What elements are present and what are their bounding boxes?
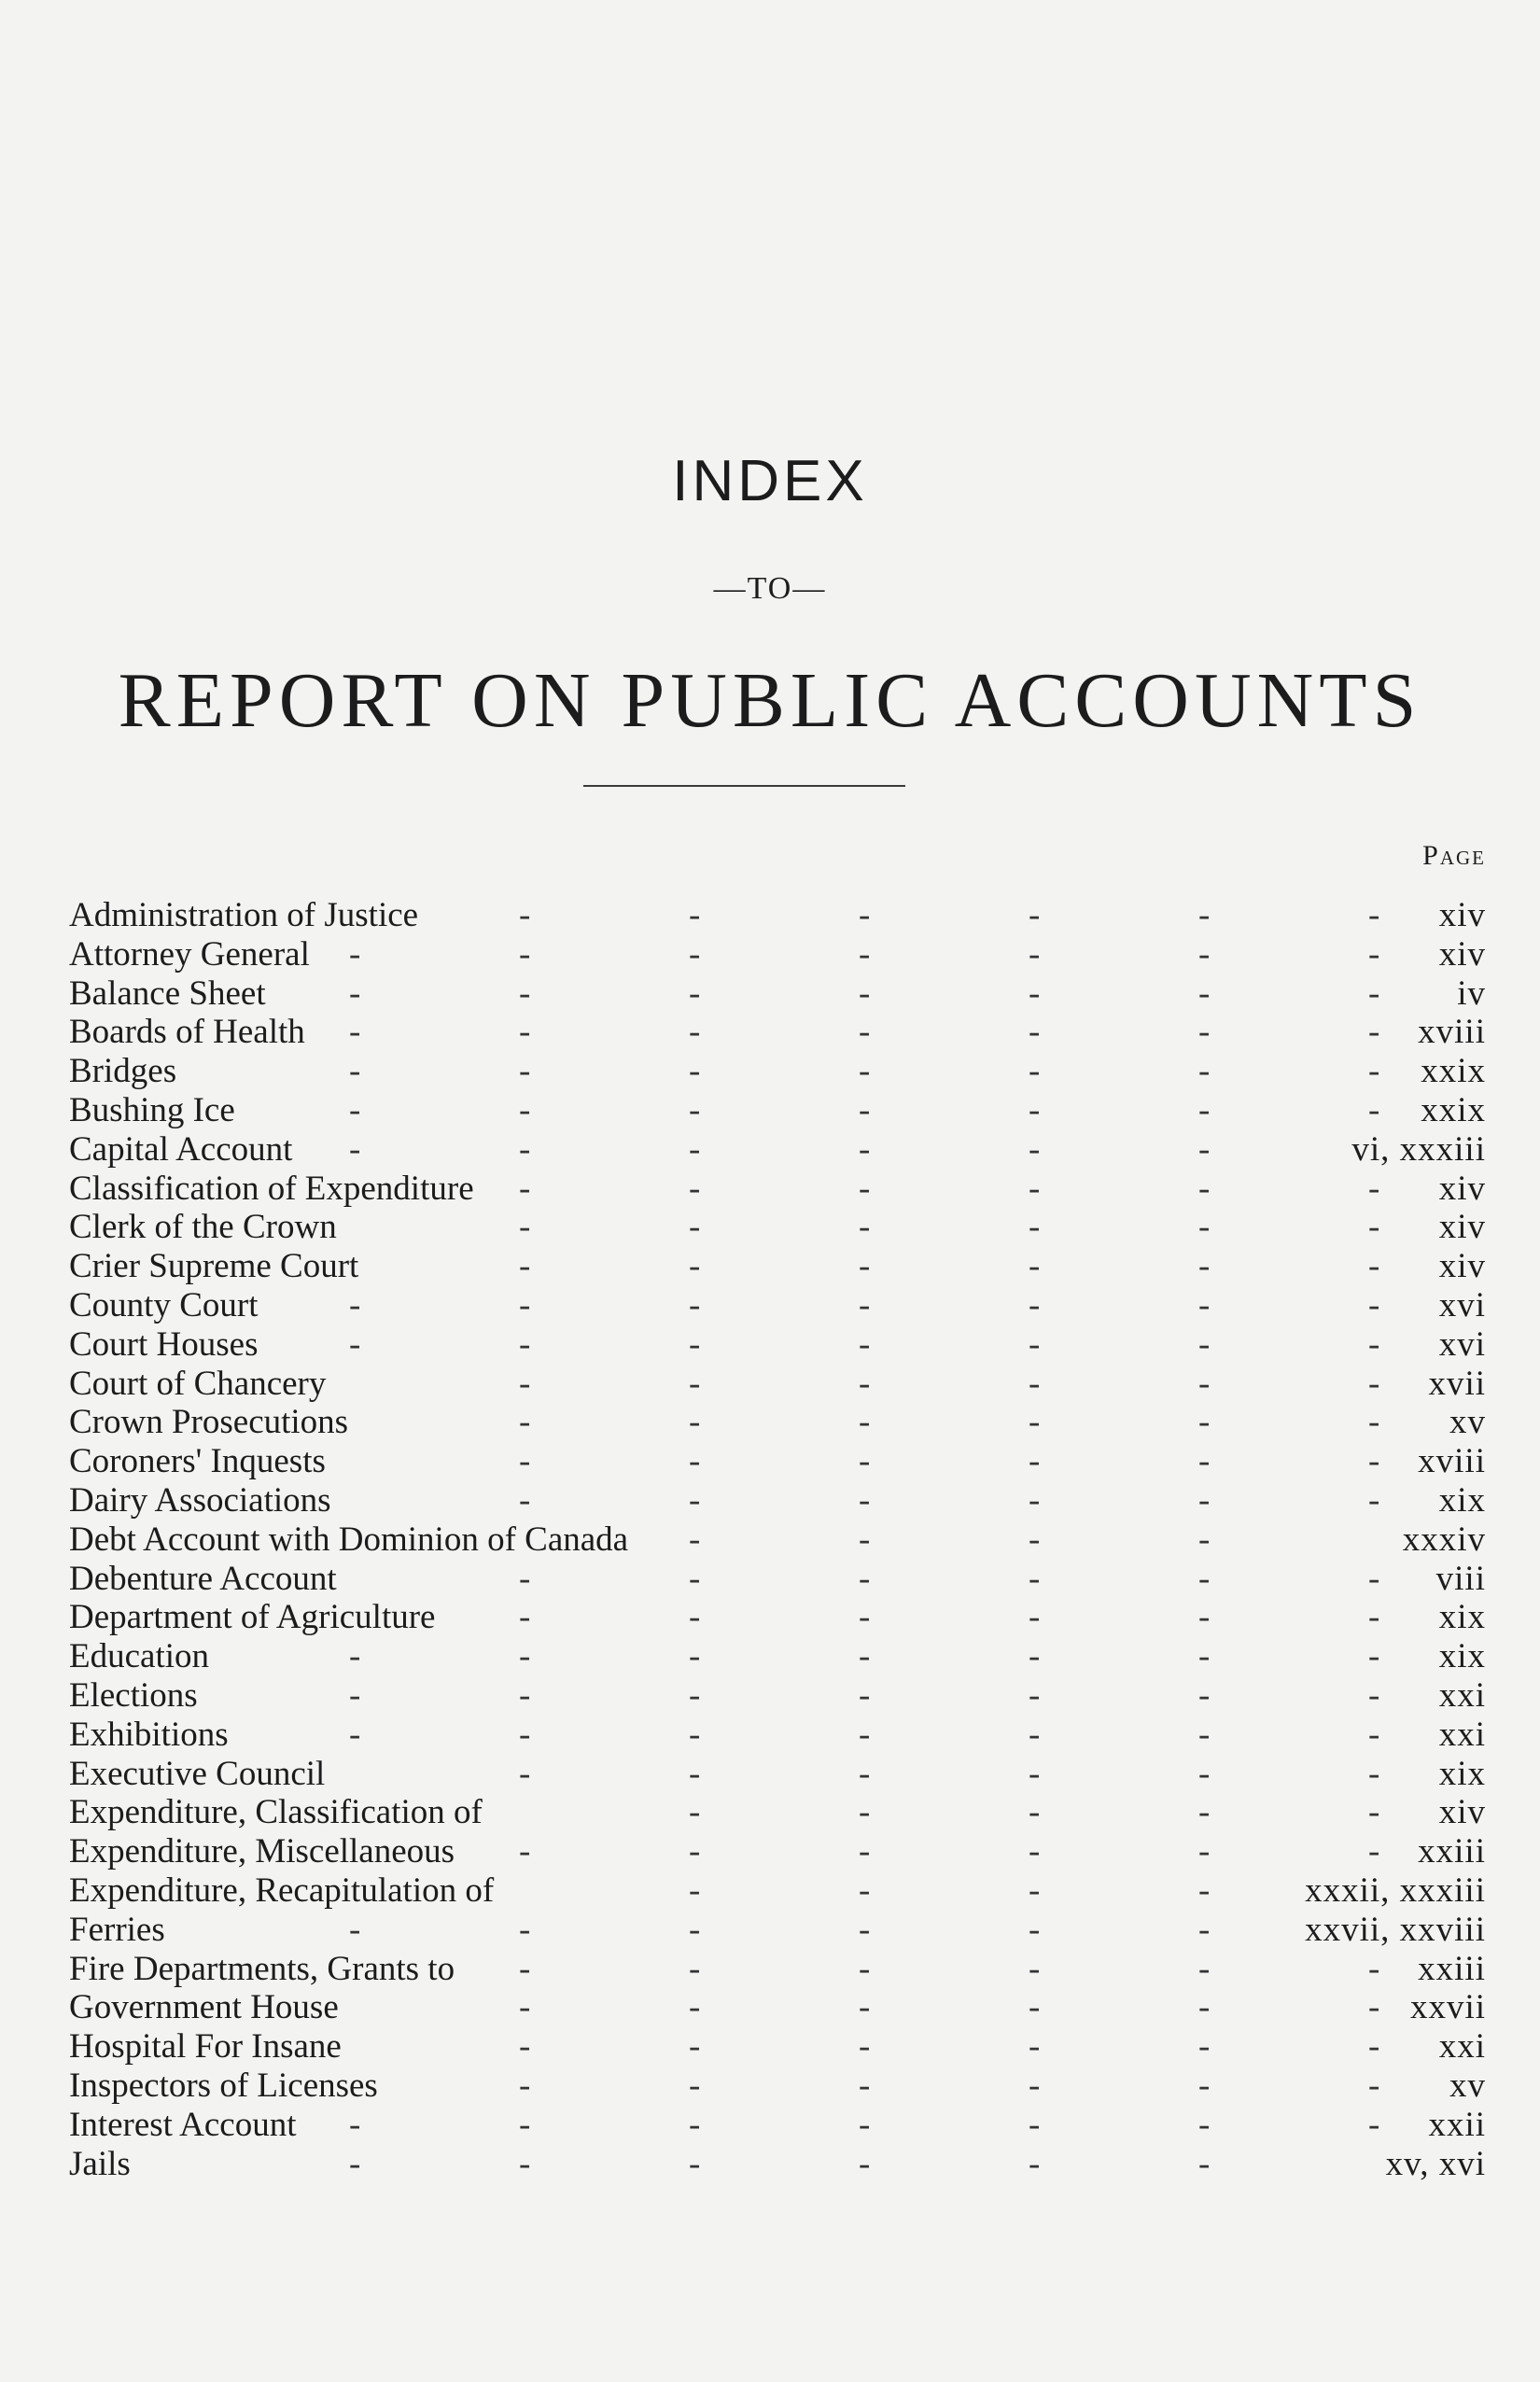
- index-entry: Attorney General - - - - - - - xiv: [69, 934, 1486, 974]
- entry-page: xviii: [1418, 1442, 1486, 1481]
- entry-label: Administration of Justice: [69, 896, 419, 934]
- entry-label: Boards of Health: [69, 1013, 305, 1052]
- entry-page: xvii: [1428, 1364, 1486, 1403]
- entry-page: iv: [1457, 974, 1486, 1013]
- index-entry: Executive Council - - - - - - xix: [69, 1754, 1486, 1793]
- entry-page: xxix: [1421, 1090, 1486, 1129]
- entry-label: Expenditure, Miscellaneous: [69, 1832, 455, 1871]
- index-entry: Clerk of the Crown - - - - - - xiv: [69, 1208, 1486, 1247]
- entry-label: Fire Departments, Grants to: [69, 1949, 455, 1988]
- index-entry: Court of Chancery - - - - - - xvii: [69, 1364, 1486, 1403]
- index-entry: Debt Account with Dominion of Canada - - - - xxxiv: [69, 1520, 1486, 1559]
- title-divider: [583, 785, 905, 787]
- entry-label: Attorney General: [69, 934, 310, 974]
- entry-label: Court Houses: [69, 1324, 259, 1364]
- index-entry: Bridges - - - - - - - xxix: [69, 1052, 1486, 1091]
- entry-label: Dairy Associations: [69, 1480, 331, 1520]
- index-entry: Government House - - - - - - xxvii: [69, 1988, 1486, 2027]
- entry-page: xxiii: [1418, 1832, 1486, 1871]
- entry-label: Jails: [69, 2144, 131, 2183]
- index-entry: Interest Account - - - - - - - xxii: [69, 2105, 1486, 2144]
- to-connector: —TO—: [713, 571, 827, 606]
- entry-label: Crier Supreme Court: [69, 1247, 359, 1286]
- entry-label: Debenture Account: [69, 1559, 337, 1598]
- entry-page: xix: [1438, 1598, 1486, 1637]
- entry-page: xv: [1449, 2066, 1486, 2105]
- entry-page: xix: [1438, 1754, 1486, 1793]
- entry-page: xxxii, xxxiii: [1305, 1871, 1486, 1910]
- index-entry: County Court - - - - - - - xvi: [69, 1285, 1486, 1324]
- index-entry: Capital Account - - - - - - vi, xxxiii: [69, 1129, 1486, 1169]
- entry-page: xxvii, xxviii: [1305, 1910, 1486, 1949]
- entry-label: Government House: [69, 1988, 339, 2027]
- entry-page: vi, xxxiii: [1351, 1129, 1486, 1169]
- entry-label: Education: [69, 1637, 210, 1676]
- entry-page: xxi: [1438, 2027, 1486, 2067]
- entry-page: xxvii: [1409, 1988, 1486, 2027]
- entry-page: xxi: [1438, 1675, 1486, 1715]
- index-entry: Debenture Account - - - - - - viii: [69, 1559, 1486, 1598]
- entry-page: xiv: [1438, 1793, 1486, 1832]
- entry-page: viii: [1435, 1559, 1486, 1598]
- entry-label: County Court: [69, 1285, 259, 1324]
- index-entry: Education - - - - - - - xix: [69, 1637, 1486, 1676]
- entry-page: xiv: [1438, 934, 1486, 974]
- entry-page: xxiii: [1418, 1949, 1486, 1988]
- index-entry: Court Houses - - - - - - - xvi: [69, 1324, 1486, 1364]
- index-entry: Jails - - - - - - xv, xvi: [69, 2144, 1486, 2183]
- index-entry: Fire Departments, Grants to - - - - - - xxiii: [69, 1949, 1486, 1988]
- entry-label: Bridges: [69, 1052, 177, 1091]
- index-entries: [69, 896, 1486, 2183]
- entry-page: xix: [1438, 1637, 1486, 1676]
- index-entry: Expenditure, Classification of - - - - - xiv: [69, 1793, 1486, 1832]
- entry-page: xiv: [1438, 1247, 1486, 1286]
- entry-label: Elections: [69, 1675, 198, 1715]
- index-entry: Expenditure, Miscellaneous - - - - - - xxiii: [69, 1832, 1486, 1871]
- entry-label: Clerk of the Crown: [69, 1208, 337, 1247]
- entry-label: Bushing Ice: [69, 1090, 235, 1129]
- index-entry: Elections - - - - - - - xxi: [69, 1675, 1486, 1715]
- index-entry: Balance Sheet - - - - - - - iv: [69, 974, 1486, 1013]
- entry-label: Balance Sheet: [69, 974, 266, 1013]
- index-title: INDEX: [672, 449, 868, 513]
- entry-page: xxxiv: [1402, 1520, 1486, 1559]
- entry-page: xvi: [1438, 1324, 1486, 1364]
- entry-page: xxi: [1438, 1715, 1486, 1754]
- entry-page: xxii: [1428, 2105, 1486, 2144]
- page-column-header: [1422, 840, 1486, 872]
- index-entry: Dairy Associations - - - - - - xix: [69, 1480, 1486, 1520]
- index-entry: Expenditure, Recapitulation of - - - - xxxii, xxxiii: [69, 1871, 1486, 1910]
- entry-page: xxix: [1421, 1052, 1486, 1091]
- entry-page: xiv: [1438, 1208, 1486, 1247]
- index-entry: Bushing Ice - - - - - - - xxix: [69, 1090, 1486, 1129]
- entry-page: xv: [1449, 1403, 1486, 1442]
- index-entry: Crier Supreme Court - - - - - - xiv: [69, 1247, 1486, 1286]
- index-entry: Department of Agriculture - - - - - - xix: [69, 1598, 1486, 1637]
- index-entry: Ferries - - - - - - xxvii, xxviii: [69, 1910, 1486, 1949]
- entry-label: Capital Account: [69, 1129, 293, 1169]
- entry-label: Debt Account with Dominion of Canada: [69, 1520, 629, 1559]
- entry-page: xiv: [1438, 896, 1486, 934]
- entry-label: Department of Agriculture: [69, 1598, 436, 1637]
- entry-label: Exhibitions: [69, 1715, 229, 1754]
- entry-label: Inspectors of Licenses: [69, 2066, 378, 2105]
- entry-label: Coroners' Inquests: [69, 1442, 326, 1481]
- index-entry: Administration of Justice - - - - - - xiv: [69, 896, 1486, 934]
- entry-page: xix: [1438, 1480, 1486, 1520]
- entry-label: Hospital For Insane: [69, 2027, 342, 2067]
- entry-label: Executive Council: [69, 1754, 326, 1793]
- entry-label: Expenditure, Recapitulation of: [69, 1871, 495, 1910]
- entry-label: Interest Account: [69, 2105, 297, 2144]
- index-entry: Hospital For Insane - - - - - - xxi: [69, 2027, 1486, 2067]
- entry-page: xviii: [1418, 1013, 1486, 1052]
- index-entry: Exhibitions - - - - - - - xxi: [69, 1715, 1486, 1754]
- entry-label: Ferries: [69, 1910, 165, 1949]
- entry-page: xv, xvi: [1385, 2144, 1486, 2183]
- page-column-label: Page: [1422, 840, 1486, 871]
- entry-label: Crown Prosecutions: [69, 1403, 349, 1442]
- entry-label: Expenditure, Classification of: [69, 1793, 483, 1832]
- index-entry: Inspectors of Licenses - - - - - - xv: [69, 2066, 1486, 2105]
- index-entry: Classification of Expenditure - - - - - - xiv: [69, 1169, 1486, 1208]
- entry-label: Classification of Expenditure: [69, 1169, 474, 1208]
- entry-label: Court of Chancery: [69, 1364, 327, 1403]
- index-entry: Coroners' Inquests - - - - - - xviii: [69, 1442, 1486, 1481]
- entry-page: xiv: [1438, 1169, 1486, 1208]
- entry-page: xvi: [1438, 1285, 1486, 1324]
- index-entry: Boards of Health - - - - - - - xviii: [69, 1013, 1486, 1052]
- report-title: REPORT ON PUBLIC ACCOUNTS: [118, 657, 1422, 744]
- index-entry: Crown Prosecutions - - - - - - xv: [69, 1403, 1486, 1442]
